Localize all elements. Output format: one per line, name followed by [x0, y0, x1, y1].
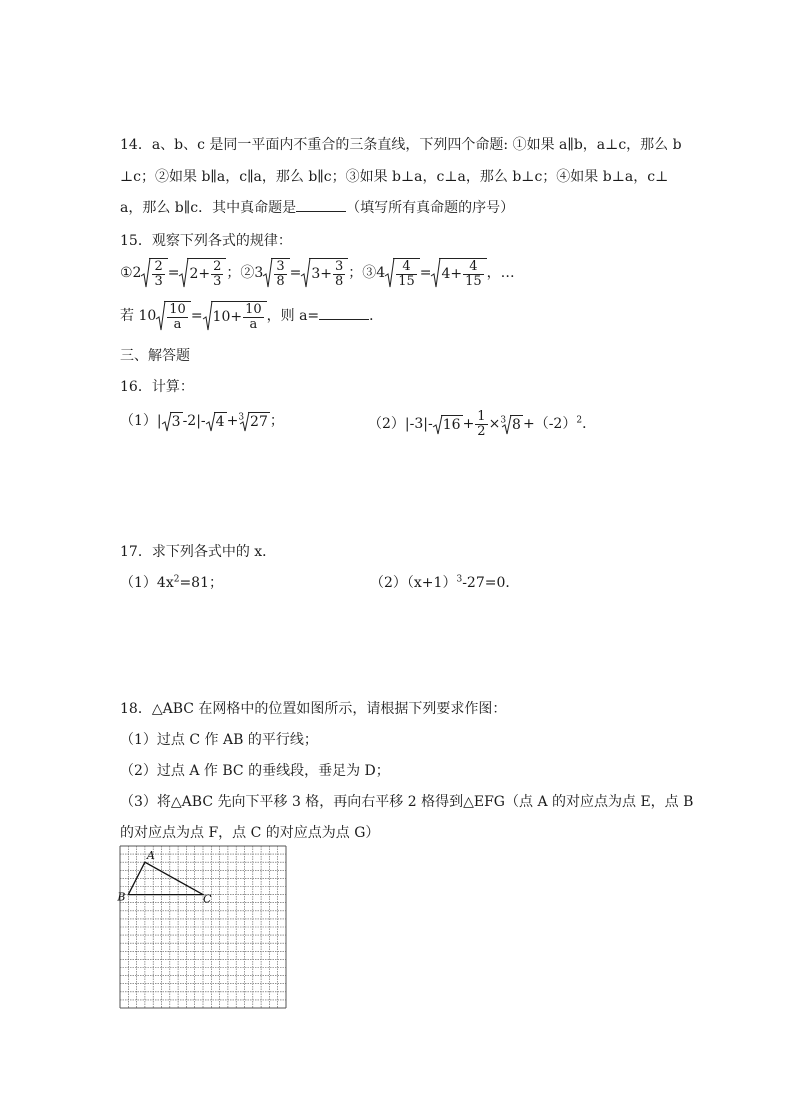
q18-instruction-1: （1）过点 C 作 AB 的平行线；: [120, 732, 318, 748]
answer-blank: [319, 307, 369, 320]
q18-instruction-2: （2）过点 A 作 BC 的垂线段，垂足为 D；: [120, 763, 390, 779]
e1-lhs-radical: [141, 258, 167, 288]
e2-rhs-radical: 3+ $\frac{3}{8}$: [301, 258, 348, 288]
q14-line3-hint: （填写所有真命题的序号）: [346, 200, 515, 216]
radical-sign-icon: [179, 258, 188, 288]
q17-part1: $(1)4x^2=81$；: [120, 574, 223, 591]
if-suffix: ，则 a=: [266, 308, 320, 325]
vertex-label-c: C: [203, 892, 212, 906]
q14-line2: ⊥c；②如果 b∥a，c∥a，那么 b∥c；③如果 b⊥a，c⊥a，那么 b⊥c；④如果 b⊥a，c⊥: [120, 169, 669, 185]
ellipsis: ，…: [486, 265, 515, 282]
q17-part2: $(2)(x+1)^3-27=0$．: [370, 574, 520, 591]
q15-if-line: 若 10 $\frac{10}{a}$ = 10+ $\frac{10}{a}$ ，则 a= ．: [120, 302, 384, 332]
vertex-label-a: A: [146, 849, 155, 863]
radical-sign-icon: [431, 258, 440, 288]
e2-lhs-radical: $\frac{3}{8}$: [263, 258, 289, 288]
if-rhs-radical: 10+ $\frac{10}{a}$: [203, 301, 267, 331]
q16-title: 16．计算：: [120, 379, 194, 395]
sqrt-3: 3: [162, 412, 183, 430]
grid-svg: [119, 845, 287, 1009]
q17-title: 17．求下列各式中的 x．: [120, 544, 277, 560]
q18-instruction-3: （3）将△ABC 先向下平移 3 格，再向右平移 2 格得到△EFG（点 A 的对应点为点 E，点 B: [120, 794, 694, 810]
radical-sign-icon: [206, 412, 215, 432]
sqrt-16: 16: [433, 415, 463, 433]
q14-line1: 14．a、b、c 是同一平面内不重合的三条直线，下列四个命题: ①如果 a∥b，a⊥c，那么 b: [120, 137, 682, 153]
e1-frac: $\frac{2}{3}$: [154, 259, 163, 289]
radical-sign-icon: [240, 412, 249, 432]
cbrt-27: 27: [240, 412, 270, 430]
grid-figure: [119, 845, 287, 1009]
radical-sign-icon: [156, 301, 165, 331]
radical-sign-icon: [162, 412, 171, 432]
radical-sign-icon: [385, 258, 394, 288]
radical-sign-icon: [141, 258, 150, 288]
q15-title: 15．观察下列各式的规律：: [120, 233, 292, 249]
q15-examples: ①2 $\frac{2}{3}$ = 2+ $\frac{2}{3}$ ；②3 $\frac{3}{8}$ = 3+ $\frac{3}{8}$ ；③4 $\frac{4}{15}$ = 4+ $\frac{4}{15}$ ，…: [120, 259, 515, 289]
radical-sign-icon: [301, 258, 310, 288]
part-label: （2）: [368, 416, 405, 433]
q16-part1: （1）| 3 -2|- 4 +$^3$ 27 ；: [120, 412, 284, 430]
section-title: 三、解答题: [120, 348, 190, 364]
if-lhs-radical: $\frac{10}{a}$: [156, 301, 191, 331]
root-index: 3: [238, 412, 245, 423]
if-prefix: 若 10: [120, 308, 157, 325]
cbrt-8: 8: [502, 415, 523, 433]
e2-prefix: ；②3: [226, 265, 264, 282]
answer-blank: [296, 199, 346, 212]
radical-sign-icon: [203, 301, 212, 331]
radical-sign-icon: [433, 415, 442, 435]
e1-rhs-radical: 2+ $\frac{2}{3}$: [179, 258, 226, 288]
root-index: 3: [500, 415, 507, 426]
sqrt-4: 4: [206, 412, 227, 430]
radical-sign-icon: [502, 415, 511, 435]
e1-prefix: ①2: [120, 265, 142, 282]
part-label: （1）: [120, 413, 157, 429]
q14-line3: [120, 197, 514, 217]
q18-title: 18．△ABC 在网格中的位置如图所示，请根据下列要求作图：: [120, 701, 507, 717]
e3-rhs-radical: 4+ $\frac{4}{15}$: [431, 258, 486, 288]
radical-sign-icon: [263, 258, 272, 288]
period: ．: [369, 308, 384, 325]
q16-part2: （2）|-3|- 16 + $\frac{1}{2}$ ×$^3$ $8 +(-2)^2$．: [368, 409, 597, 439]
half-frac: $\frac{1}{2}$: [477, 409, 486, 439]
q14-line3-text: a，那么 b∥c．其中真命题是: [120, 200, 297, 216]
e3-prefix: ；③4: [348, 265, 386, 282]
e3-lhs-radical: $\frac{4}{15}$: [385, 258, 420, 288]
vertex-label-b: B: [117, 890, 126, 904]
q18-instruction-4: 的对应点为点 F，点 C 的对应点为点 G）: [120, 825, 380, 841]
